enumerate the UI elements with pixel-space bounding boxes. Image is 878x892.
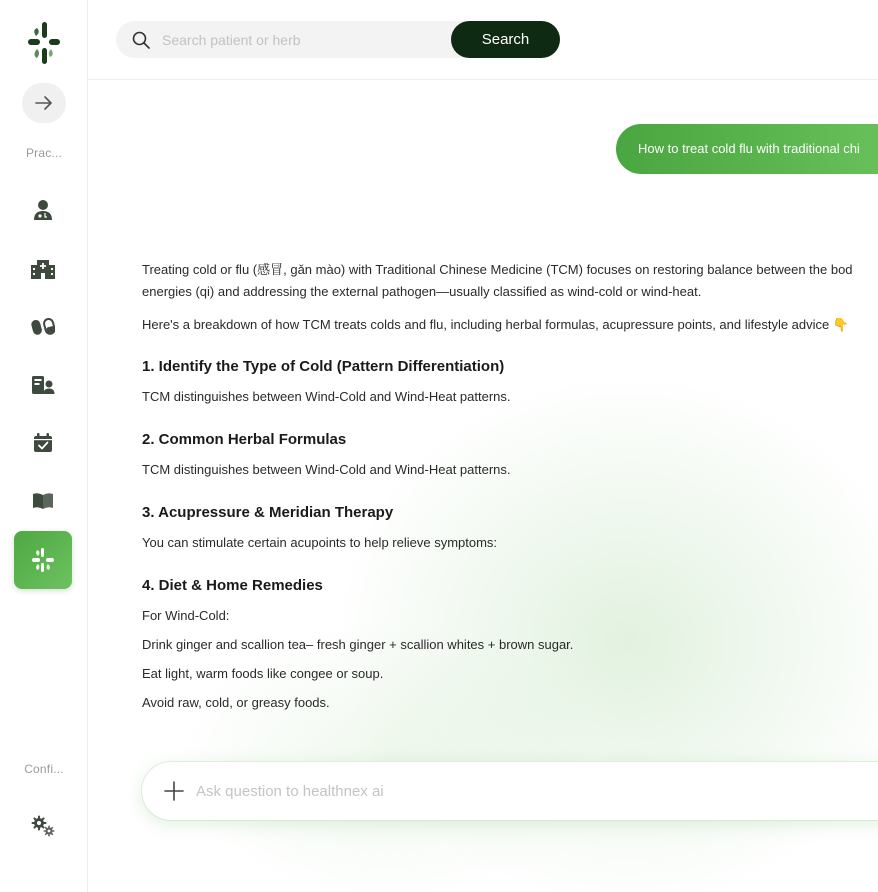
hospital-icon [31,259,55,279]
ask-question-input[interactable] [196,762,796,820]
chat-area [88,81,878,892]
sidebar [0,0,88,892]
sidebar-item-appointments[interactable] [14,414,72,472]
book-icon [32,492,54,510]
section-4-line-1: For Wind-Cold: [142,608,230,623]
doctor-icon [33,199,53,221]
search-input[interactable] [162,21,442,58]
section-3-heading: 3. Acupressure & Meridian Therapy [142,504,394,521]
section-4-heading: 4. Diet & Home Remedies [142,577,323,594]
section-3-text: You can stimulate certain acupoints to help relieve symptoms: [142,535,498,550]
section-1-heading: 1. Identify the Type of Cold (Pattern Differentiation) [142,358,505,375]
section-4-line-3: Eat light, warm foods like congee or soup. [142,666,384,681]
sidebar-item-patients[interactable] [14,356,72,414]
expand-sidebar-button[interactable] [22,83,66,123]
settings-button[interactable] [14,797,72,855]
search-button[interactable]: Search [451,21,560,58]
configuration-section-label: Confi... [24,762,64,776]
sidebar-item-clinics[interactable] [14,240,72,298]
section-4-line-4: Avoid raw, cold, or greasy foods. [142,695,330,710]
user-message-bubble: How to treat cold flu with traditional chi [616,124,878,174]
sidebar-item-herbal-ai[interactable] [14,531,72,589]
gears-icon [31,815,55,837]
patient-card-icon [31,375,55,395]
plus-icon[interactable] [164,781,184,801]
top-header [88,0,878,80]
search-bar [116,21,560,58]
sidebar-item-medicines[interactable] [14,298,72,356]
section-2-heading: 2. Common Herbal Formulas [142,431,347,448]
herb-leaf-icon [32,548,54,572]
answer-intro-line-3: Here's a breakdown of how TCM treats colds and flu, including herbal formulas, acupressure points, and lifestyle advice 👇 [142,317,850,332]
practice-section-label: Prac... [25,146,63,160]
sidebar-item-doctors[interactable] [14,181,72,239]
pills-icon [31,318,55,336]
section-4-line-2: Drink ginger and scallion tea– fresh ginger + scallion whites + brown sugar. [142,637,574,652]
sidebar-item-library[interactable] [14,472,72,530]
app-logo [28,22,60,64]
arrow-right-icon [35,96,53,110]
search-icon [132,31,150,49]
calendar-check-icon [33,433,53,453]
section-1-text: TCM distinguishes between Wind-Cold and Wind-Heat patterns. [142,389,511,404]
ask-question-bar [142,762,878,820]
section-2-text: TCM distinguishes between Wind-Cold and Wind-Heat patterns. [142,462,511,477]
answer-intro-line-2: energies (qi) and addressing the external pathogen—usually classified as wind-cold or wind-heat. [142,284,702,299]
answer-intro-line-1: Treating cold or flu (感冒, gǎn mào) with Traditional Chinese Medicine (TCM) focuses on restoring balance between the bod [142,262,853,277]
